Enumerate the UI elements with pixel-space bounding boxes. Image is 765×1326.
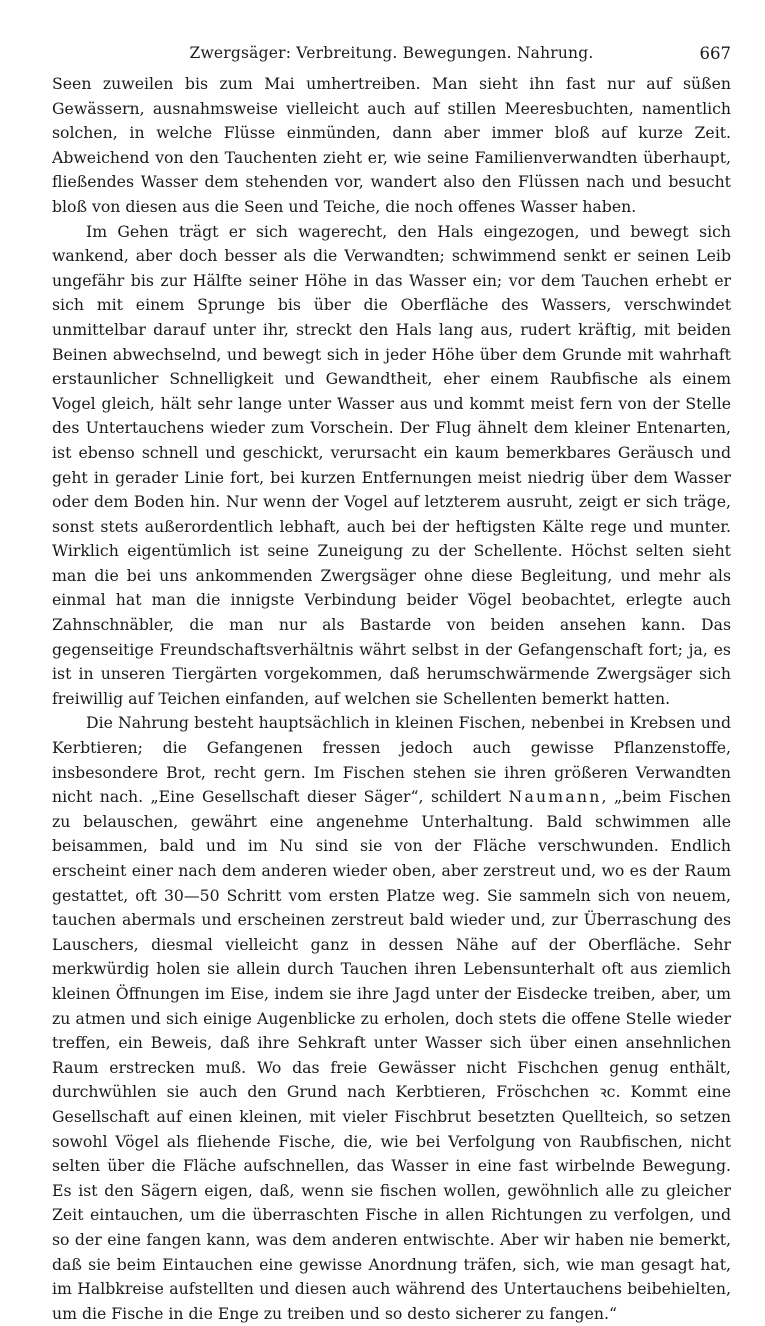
paragraph-movements: Im Gehen trägt er sich wagerecht, den Hals eingezogen, und bewegt sich wankend, aber doch besser als die Verwandten; schwimmend senkt er seinen Leib ungefähr bis zur Hälfte seiner Höhe in das Wasser ein; vor dem Tauchen erhebt er sich mit einem Sprunge bis über die Oberfläche des Wassers, verschwindet unmittelbar darauf unter ihr, streckt den Hals lang aus, rudert kräftig, mit beiden Beinen abwechselnd, und bewegt sich in jeder Höhe über dem Grunde mit wahrhaft erstaunlicher Schnelligkeit und Gewandtheit, eher einem Raubfische als einem Vogel gleich, hält sehr lange unter Wasser aus und kommt meist fern von der Stelle des Untertauchens wieder zum Vorschein. Der Flug ähnelt dem kleiner Entenarten, ist ebenso schnell und geschickt, verursacht ein kaum bemerkbares Geräusch und geht in gerader Linie fort, bei kurzen Entfernungen meist niedrig über dem Wasser oder dem Boden hin. Nur wenn der Vogel auf letzterem ausruht, zeigt er sich träge, sonst stets außerordentlich lebhaft, auch bei der heftigsten Kälte rege und munter. Wirklich eigentümlich ist seine Zuneigung zu der Schellente. Höchst selten sieht man die bei uns ankommenden Zwergsäger ohne diese Begleitung, und mehr als einmal hat man die innigste Verbindung beider Vögel beobachtet, erlegte auch Zahnschnäbler, die man nur als Bastarde von beiden ansehen kann. Das gegenseitige Freundschaftsverhältnis währt selbst in der Gefangenschaft fort; ja, es ist in unseren Tiergärten vorgekommen, daß herumschwärmende Zwergsäger sich freiwillig auf Teichen einfanden, auf welchen sie Schellenten bemerkt hatten. — [52, 221, 731, 708]
food-text-before: Die Nahrung besteht hauptsächlich in kleinen Fischen, nebenbei in Krebsen und Kerbtieren; die Gefangenen fressen jedoch auch gewisse Pflanzenstoffe, insbesondere Brot, recht gern. Im Fischen stehen sie ihren größeren Verwandten nicht nach. „Eine Gesellschaft dieser Säger“, schildert — [52, 713, 731, 807]
running-head — [52, 44, 731, 72]
paragraph-distribution: Seen zuweilen bis zum Mai umhertreiben. Man sieht ihn fast nur auf süßen Gewässern, ausnahmsweise vielleicht auch auf stillen Meeresbuchten, namentlich solchen, in welche Flüsse einmünden, dann aber immer bloß auf kurze Zeit. Abweichend von den Tauchenten zieht er, wie seine Familienverwandten überhaupt, fließendes Wasser dem stehenden vor, wandert also den Flüssen nach und besucht bloß von diesen aus die Seen und Teiche, die noch offenes Wasser haben. — [52, 74, 731, 216]
author-name: Naumann — [508, 787, 602, 807]
paragraph-food — [52, 711, 731, 1326]
running-title: Zwergsäger: Verbreitung. Bewegungen. Nahrung. — [189, 44, 594, 62]
food-text-after: , „beim Fischen zu belauschen, gewährt eine angenehme Unterhaltung. Bald schwimmen alle beisammen, bald und im Nu sind sie von der Fläche verschwunden. Endlich erscheint einer nach dem anderen wieder oben, aber zerstreut und, wo es der Raum gestattet, oft 30—50 Schritt vom ersten Platze weg. Sie sammeln sich von neuem, tauchen abermals und erscheinen zerstreut bald wieder und, zur Überraschung des Lauschers, diesmal vielleicht ganz in dessen Nähe auf der Oberfläche. Sehr merkwürdig holen sie allein durch Tauchen ihren Lebensunterhalt oft aus ziemlich kleinen Öffnungen im Eise, indem sie ihre Jagd unter der Eisdecke treiben, aber, um zu atmen und sich einige Augenblicke zu erholen, doch stets die offene Stelle wieder treffen, ein Beweis, daß ihre Sehkraft unter Wasser sich über einen ansehnlichen Raum erstrecken muß. Wo das freie Gewässer nicht Fischchen genug enthält, durchwühlen sie auch den Grund nach Kerbtieren, Fröschchen ꝛc. Kommt eine Gesellschaft auf einen kleinen, mit vieler Fischbrut besetzten Quellteich, so setzen sowohl Vögel als fliehende Fische, die, wie bei Verfolgung von Raubfischen, nicht selten über die Fläche aufschnellen, das Wasser in eine fast wirbelnde Bewegung. Es ist den Sägern eigen, daß, wenn sie fischen wollen, gewöhnlich alle zu gleicher Zeit eintauchen, um die überraschten Fische in allen Richtungen zu verfolgen, und so der eine fangen kann, was dem anderen entwischte. Aber wir haben nie bemerkt, daß sie beim Eintauchen eine gewisse Anordnung träfen, sich, wie man gesagt hat, im Halbkreise aufstellten und diesen auch während des Untertauchens beibehielten, um die Fische in die Enge zu treiben und so desto sicherer zu fangen.“ — [52, 787, 731, 1323]
body-text — [52, 72, 731, 1326]
page-number: 667 — [699, 44, 731, 63]
